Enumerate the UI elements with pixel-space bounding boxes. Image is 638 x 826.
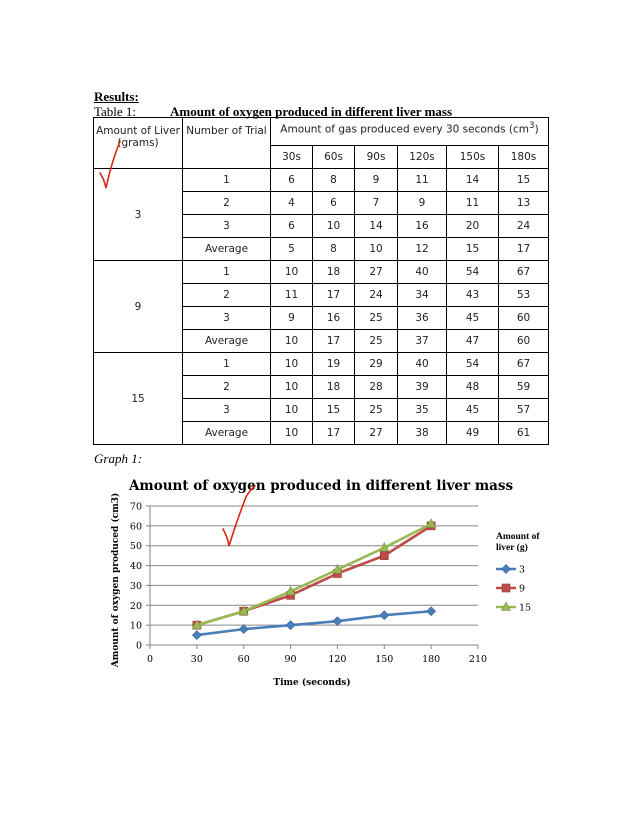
value-cell: 28 [355,376,398,399]
x-tick-label: 210 [468,654,488,665]
value-cell: 25 [355,307,398,330]
value-cell: 19 [313,353,355,376]
value-cell: 54 [447,353,499,376]
table-title: Amount of oxygen produced in different liver mass [170,104,453,119]
value-cell: 29 [355,353,398,376]
table-label: Table 1: [94,104,137,119]
time-header-180s: 180s [499,146,549,169]
value-cell: 38 [398,422,447,445]
graph-label: Graph 1: [94,451,143,466]
x-axis-label: Time (seconds) [273,678,351,688]
value-cell: 35 [398,399,447,422]
liver-mass-cell: 3 [94,169,183,261]
trial-cell: 2 [183,284,271,307]
value-cell: 36 [398,307,447,330]
value-cell: 10 [271,353,313,376]
value-cell: 67 [499,353,549,376]
value-cell: 6 [271,169,313,192]
value-cell: 53 [499,284,549,307]
value-cell: 8 [313,169,355,192]
legend-label-9: 9 [519,583,526,595]
value-cell: 54 [447,261,499,284]
trial-cell: Average [183,330,271,353]
value-cell: 40 [398,353,447,376]
y-tick-label: 50 [129,541,142,553]
legend-title-line-2: liver (g) [496,543,528,553]
trial-cell: 1 [183,261,271,284]
value-cell: 17 [499,238,549,261]
value-cell: 12 [398,238,447,261]
value-cell: 10 [355,238,398,261]
time-header-90s: 90s [355,146,398,169]
legend-title-line-1: Amount of [496,532,540,542]
value-cell: 18 [313,261,355,284]
value-cell: 59 [499,376,549,399]
value-cell: 27 [355,261,398,284]
value-cell: 15 [447,238,499,261]
data-table [93,117,549,445]
table-row [94,169,549,192]
x-tick-label: 0 [146,654,154,665]
time-header-60s: 60s [313,146,355,169]
trial-column-header: Number of Trial [183,118,271,169]
chart-title: Amount of oxygen produced in different liver mass [128,478,514,494]
y-tick-label: 30 [129,580,142,592]
value-cell: 25 [355,399,398,422]
time-header-150s: 150s [447,146,499,169]
value-cell: 10 [313,215,355,238]
y-tick-label: 10 [129,620,142,632]
x-tick-label: 120 [328,654,347,665]
value-cell: 13 [499,192,549,215]
value-cell: 15 [313,399,355,422]
legend-label-3: 3 [519,564,526,576]
value-cell: 17 [313,422,355,445]
y-tick-label: 60 [129,521,142,533]
value-cell: 40 [398,261,447,284]
liver-column-header: Amount of Liver (grams) [94,118,183,169]
value-cell: 15 [499,169,549,192]
table-row [94,353,549,376]
value-cell: 9 [398,192,447,215]
trial-cell: 1 [183,169,271,192]
value-cell: 25 [355,330,398,353]
value-cell: 6 [271,215,313,238]
value-cell: 45 [447,307,499,330]
value-cell: 34 [398,284,447,307]
x-tick-label: 180 [422,654,441,665]
value-cell: 11 [398,169,447,192]
value-cell: 9 [271,307,313,330]
time-header-30s: 30s [271,146,313,169]
line-chart [94,465,548,697]
value-cell: 60 [499,330,549,353]
value-cell: 11 [447,192,499,215]
x-tick-label: 30 [190,654,203,665]
x-tick-label: 150 [375,654,394,665]
value-cell: 11 [271,284,313,307]
value-cell: 67 [499,261,549,284]
y-axis-label: Amount of oxygen produced (cm3) [111,492,121,668]
trial-cell: 2 [183,192,271,215]
trial-cell: 1 [183,353,271,376]
gas-header-text: Amount of gas produced every 30 seconds (cm [280,123,530,136]
x-tick-label: 90 [284,654,297,665]
gas-header-suffix: ) [534,123,539,136]
value-cell: 24 [355,284,398,307]
value-cell: 8 [313,238,355,261]
liver-mass-cell: 9 [94,261,183,353]
y-tick-label: 40 [129,561,142,573]
table-header-row [94,118,549,146]
x-tick-label: 60 [237,654,250,665]
value-cell: 37 [398,330,447,353]
value-cell: 48 [447,376,499,399]
value-cell: 27 [355,422,398,445]
y-tick-label: 70 [129,501,142,513]
time-header-120s: 120s [398,146,447,169]
value-cell: 47 [447,330,499,353]
value-cell: 14 [447,169,499,192]
value-cell: 9 [355,169,398,192]
gas-header-superscript: 3 [529,121,535,131]
trial-cell: 3 [183,399,271,422]
value-cell: 7 [355,192,398,215]
value-cell: 60 [499,307,549,330]
value-cell: 17 [313,284,355,307]
trial-cell: 3 [183,215,271,238]
value-cell: 10 [271,261,313,284]
value-cell: 49 [447,422,499,445]
trial-cell: 3 [183,307,271,330]
y-tick-label: 0 [135,640,142,652]
value-cell: 14 [355,215,398,238]
value-cell: 20 [447,215,499,238]
value-cell: 10 [271,399,313,422]
value-cell: 10 [271,422,313,445]
results-heading: Results: [94,89,139,104]
value-cell: 45 [447,399,499,422]
gas-column-header [271,118,549,146]
trial-cell: Average [183,238,271,261]
value-cell: 6 [313,192,355,215]
value-cell: 10 [271,376,313,399]
value-cell: 43 [447,284,499,307]
value-cell: 4 [271,192,313,215]
value-cell: 16 [398,215,447,238]
liver-mass-cell: 15 [94,353,183,445]
table-row [94,261,549,284]
value-cell: 57 [499,399,549,422]
value-cell: 10 [271,330,313,353]
value-cell: 5 [271,238,313,261]
value-cell: 16 [313,307,355,330]
value-cell: 17 [313,330,355,353]
value-cell: 39 [398,376,447,399]
y-tick-label: 20 [129,600,142,612]
trial-cell: Average [183,422,271,445]
legend-marker-9 [502,584,510,592]
value-cell: 24 [499,215,549,238]
legend-label-15: 15 [519,602,532,614]
value-cell: 61 [499,422,549,445]
value-cell: 18 [313,376,355,399]
trial-cell: 2 [183,376,271,399]
data-point [380,552,388,560]
